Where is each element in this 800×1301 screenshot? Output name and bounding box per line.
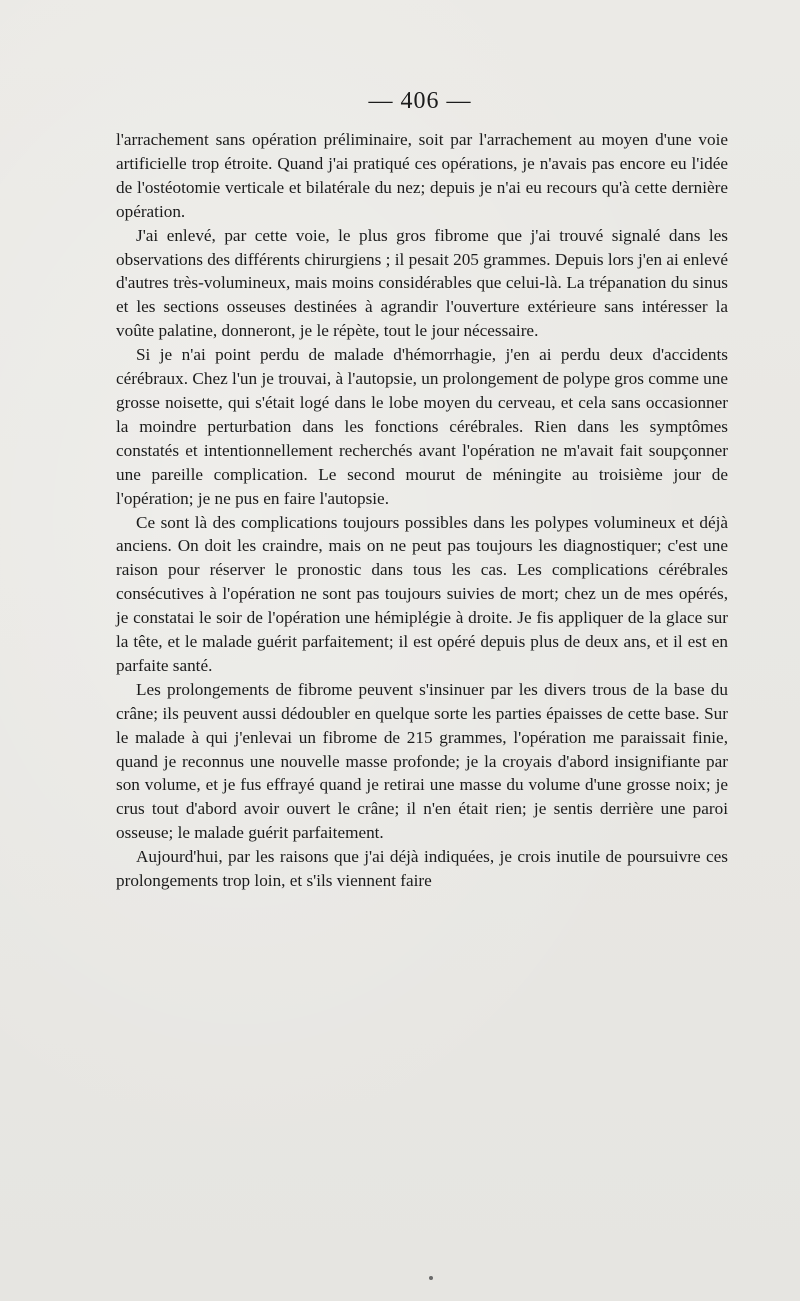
paper-speck xyxy=(429,1276,433,1280)
body-text xyxy=(116,128,728,893)
paragraph-2: J'ai enlevé, par cette voie, le plus gros fibrome que j'ai trouvé signalé dans les observations des différents chirurgiens ; il pesait 205 grammes. Depuis lors j'en ai enlevé d'autres très-volumineux, mais moins considérables que celui-là. La trépanation du sinus et les sections osseuses destinées à agrandir l'ouverture extérieure sans intéresser la voûte palatine, donneront, je le répète, tout le jour nécessaire. xyxy=(116,225,728,341)
page-number: — 406 — xyxy=(368,88,472,114)
paragraph-6: Aujourd'hui, par les raisons que j'ai déjà indiquées, je crois inutile de poursuivre ces prolongements trop loin, et s'ils viennent faire xyxy=(116,847,728,891)
paragraph-3: Si je n'ai point perdu de malade d'hémorrhagie, j'en ai perdu deux d'accidents cérébraux. Chez l'un je trouvai, à l'autopsie, un prolongement de polype gros comme une grosse noisette, qui s'était logé dans le lobe moyen du cerveau, et cela sans occasionner la moindre perturbation dans les fonctions cérébrales. Rien dans les symptômes constatés et intentionnellement recherchés avant l'opération ne m'avait fait soupçonner une pareille complication. Le second mourut de méningite au troisième jour de l'opération; je ne pus en faire l'autopsie. xyxy=(116,345,728,508)
paragraph-4: Ce sont là des complications toujours possibles dans les polypes volumineux et déjà anciens. On doit les craindre, mais on ne peut pas toujours les diagnostiquer; c'est une raison pour réserver le pronostic dans tous les cas. Les complications cérébrales consécutives à l'opération ne sont pas toujours suivies de mort; chez un de mes opérés, je constatai le soir de l'opération une hémiplégie à droite. Je fis appliquer de la glace sur la tête, et le malade guérit parfaitement; il est opéré depuis plus de deux ans, et il est en parfaite santé. xyxy=(116,512,728,675)
paragraph-5: Les prolongements de fibrome peuvent s'insinuer par les divers trous de la base du crâne; ils peuvent aussi dédoubler en quelque sorte les parties épaisses de cette base. Sur le malade à qui j'enlevai un fibrome de 215 grammes, l'opération me paraissait finie, quand je reconnus une nouvelle masse profonde; je la croyais d'abord insignifiante par son volume, et je fus effrayé quand je retirai une masse du volume d'une grosse noix; je crus tout d'abord avoir ouvert le crâne; il n'en était rien; je sentis derrière une paroi osseuse; le malade guérit parfaitement. xyxy=(116,679,728,843)
paragraph-1-continuation: l'arrachement sans opération préliminaire, soit par l'arrachement au moyen d'une voie artificielle trop étroite. Quand j'ai pratiqué ces opérations, je n'avais pas encore eu l'idée de l'ostéotomie verticale et bilatérale du nez; depuis je n'ai eu recours qu'à cette dernière opération. xyxy=(116,130,728,221)
